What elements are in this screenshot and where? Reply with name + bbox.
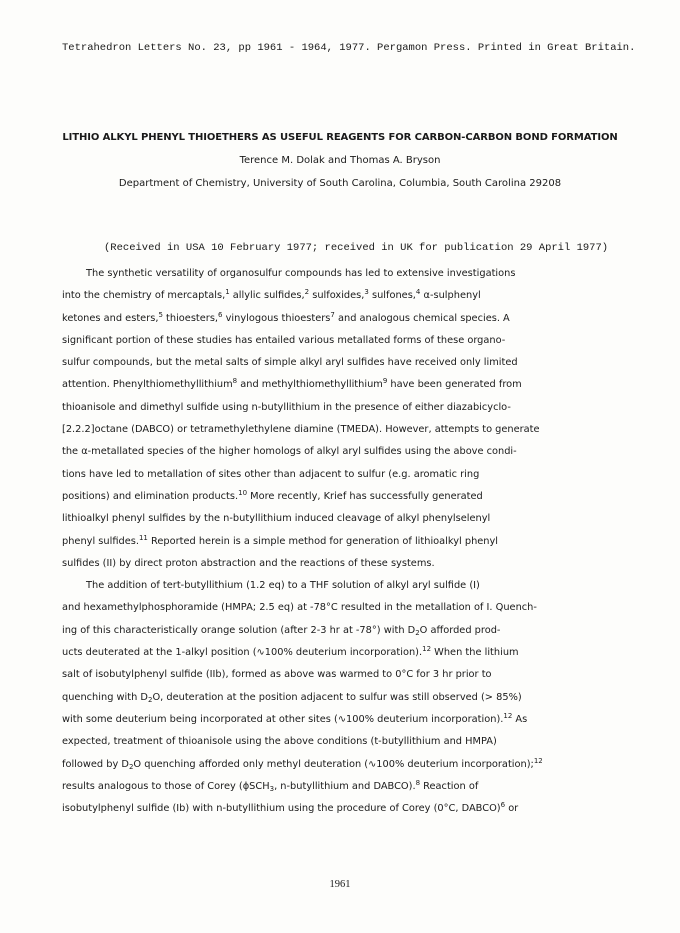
text-run: attention. Phenylthiomethyllithium: [62, 379, 233, 391]
body-line: [62, 508, 622, 530]
text-run: lithioalkyl phenyl sulfides by the n-butyllithium induced cleavage of alkyl phenylselenyl: [62, 513, 491, 525]
reference-superscript: 3: [364, 288, 369, 297]
text-run: and hexamethylphosphoramide (HMPA; 2.5 eq) at -78°C resulted in the metallation of I. Quench-: [62, 602, 537, 614]
journal-header: Tetrahedron Letters No. 23, pp 1961 - 1964, 1977. Pergamon Press. Printed in Great Britain.: [62, 42, 636, 54]
text-run: sulfones,: [368, 290, 416, 302]
text-run: thioesters,: [162, 312, 219, 324]
text-run: results analogous to those of Corey (ϕSCH: [62, 780, 270, 792]
text-run: into the chemistry of mercaptals,: [62, 290, 226, 302]
body-line: [62, 374, 622, 396]
text-run: α-sulphenyl: [420, 290, 481, 302]
text-run: expected, treatment of thioanisole using the above conditions (t-butyllithium and HMPA): [62, 736, 497, 748]
text-run: ing of this characteristically orange solution (after 2-3 hr at -78°) with D: [62, 624, 416, 636]
body-line: [62, 798, 622, 820]
reference-superscript: 12: [422, 645, 432, 654]
text-run: O quenching afforded only methyl deuteration (∿100% deuterium incorporation);: [133, 758, 534, 770]
body-line: [62, 419, 622, 441]
body-line: [62, 285, 622, 307]
reference-superscript: 4: [415, 288, 421, 297]
text-run: ketones and esters,: [62, 312, 159, 324]
body-line: [62, 531, 622, 553]
subscript: 2: [147, 695, 153, 704]
article-title: LITHIO ALKYL PHENYL THIOETHERS AS USEFUL REAGENTS FOR CARBON-CARBON BOND FORMATION: [62, 132, 618, 143]
article-authors: Terence M. Dolak and Thomas A. Bryson: [239, 155, 441, 166]
body-line: [62, 597, 622, 619]
text-run: quenching with D: [62, 691, 148, 703]
text-run: salt of isobutylphenyl sulfide (IIb), formed as above was warmed to 0°C for 3 hr prior to: [62, 669, 492, 681]
reference-superscript: 7: [330, 310, 335, 319]
text-run: As: [512, 713, 528, 725]
text-run: Reported herein is a simple method for generation of lithioalkyl phenyl: [147, 535, 499, 547]
reference-superscript: 10: [238, 488, 248, 497]
body-line: [62, 754, 622, 776]
reference-superscript: 5: [158, 310, 163, 319]
text-run: More recently, Krief has successfully generated: [247, 490, 483, 502]
text-run: The addition of tert-butyllithium (1.2 eq) to a THF solution of alkyl aryl sulfide (I): [86, 580, 480, 592]
reference-superscript: 2: [304, 288, 310, 297]
body-line: [62, 553, 622, 575]
text-run: sulfides (II) by direct proton abstraction and the reactions of these systems.: [62, 557, 435, 569]
body-line: [62, 620, 622, 642]
text-run: phenyl sulfides.: [62, 535, 139, 547]
text-run: the α-metallated species of the higher homologs of alkyl aryl sulfides using the above condi-: [62, 446, 517, 458]
body-line: [62, 308, 622, 330]
text-run: with some deuterium being incorporated at other sites (∿100% deuterium incorporation).: [62, 713, 504, 725]
text-run: significant portion of these studies has entailed various metallated forms of these organo-: [62, 334, 506, 346]
reference-superscript: 8: [415, 778, 421, 787]
text-run: [2.2.2]octane (DABCO) or tetramethylethylene diamine (TMEDA). However, attempts to generate: [62, 424, 540, 436]
body-line: [62, 397, 622, 419]
body-line: [62, 642, 622, 664]
reference-superscript: 11: [138, 533, 148, 542]
subscript: 3: [269, 784, 275, 793]
text-run: isobutylphenyl sulfide (Ib) with n-butyllithium using the procedure of Corey (0°C, DABCO): [62, 803, 501, 815]
body-line: [62, 575, 622, 597]
text-run: ucts deuterated at the 1-alkyl position (∿100% deuterium incorporation).: [62, 647, 423, 659]
page-number: 1961: [329, 879, 351, 890]
text-run: have been generated from: [387, 379, 522, 391]
text-run: , n-butyllithium and DABCO).: [274, 780, 416, 792]
body-line: [62, 687, 622, 709]
author-affiliation: Department of Chemistry, University of South Carolina, Columbia, South Carolina 29208: [118, 178, 562, 189]
body-line: [62, 330, 622, 352]
article-body: [62, 263, 622, 820]
text-run: and methylthiomethyllithium: [237, 379, 383, 391]
text-run: sulfoxides,: [309, 290, 365, 302]
body-line: [62, 464, 622, 486]
body-line: [62, 486, 622, 508]
text-run: vinylogous thioesters: [222, 312, 331, 324]
reference-superscript: 9: [382, 377, 388, 386]
text-run: Reaction of: [420, 780, 479, 792]
reference-superscript: 12: [533, 756, 543, 765]
body-line: [62, 776, 622, 798]
text-run: O, deuteration at the position adjacent to sulfur was still observed (> 85%): [152, 691, 522, 703]
reference-superscript: 6: [500, 801, 506, 810]
body-line: [62, 664, 622, 686]
body-line: [62, 731, 622, 753]
text-run: O afforded prod-: [419, 624, 501, 636]
body-line: [62, 441, 622, 463]
text-run: positions) and elimination products.: [62, 490, 239, 502]
body-line: [62, 709, 622, 731]
text-run: allylic sulfides,: [229, 290, 305, 302]
reference-superscript: 1: [225, 288, 230, 297]
reference-superscript: 8: [232, 377, 238, 386]
text-run: When the lithium: [431, 647, 519, 659]
text-run: thioanisole and dimethyl sulfide using n-butyllithium in the presence of either diazabicyclo-: [62, 401, 511, 413]
body-line: [62, 263, 622, 285]
text-run: The synthetic versatility of organosulfur compounds has led to extensive investigations: [86, 268, 516, 279]
received-date: (Received in USA 10 February 1977; received in UK for publication 29 April 1977): [104, 242, 609, 254]
text-run: and analogous chemical species. A: [334, 312, 510, 324]
reference-superscript: 6: [218, 310, 223, 319]
subscript: 2: [128, 762, 134, 771]
body-line: [62, 352, 622, 374]
text-run: sulfur compounds, but the metal salts of simple alkyl aryl sulfides have received only limited: [62, 357, 518, 369]
reference-superscript: 12: [503, 711, 513, 720]
text-run: tions have led to metallation of sites other than adjacent to sulfur (e.g. aromatic ring: [62, 468, 480, 480]
subscript: 2: [415, 628, 420, 637]
text-run: or: [505, 803, 519, 815]
text-run: followed by D: [62, 758, 129, 770]
